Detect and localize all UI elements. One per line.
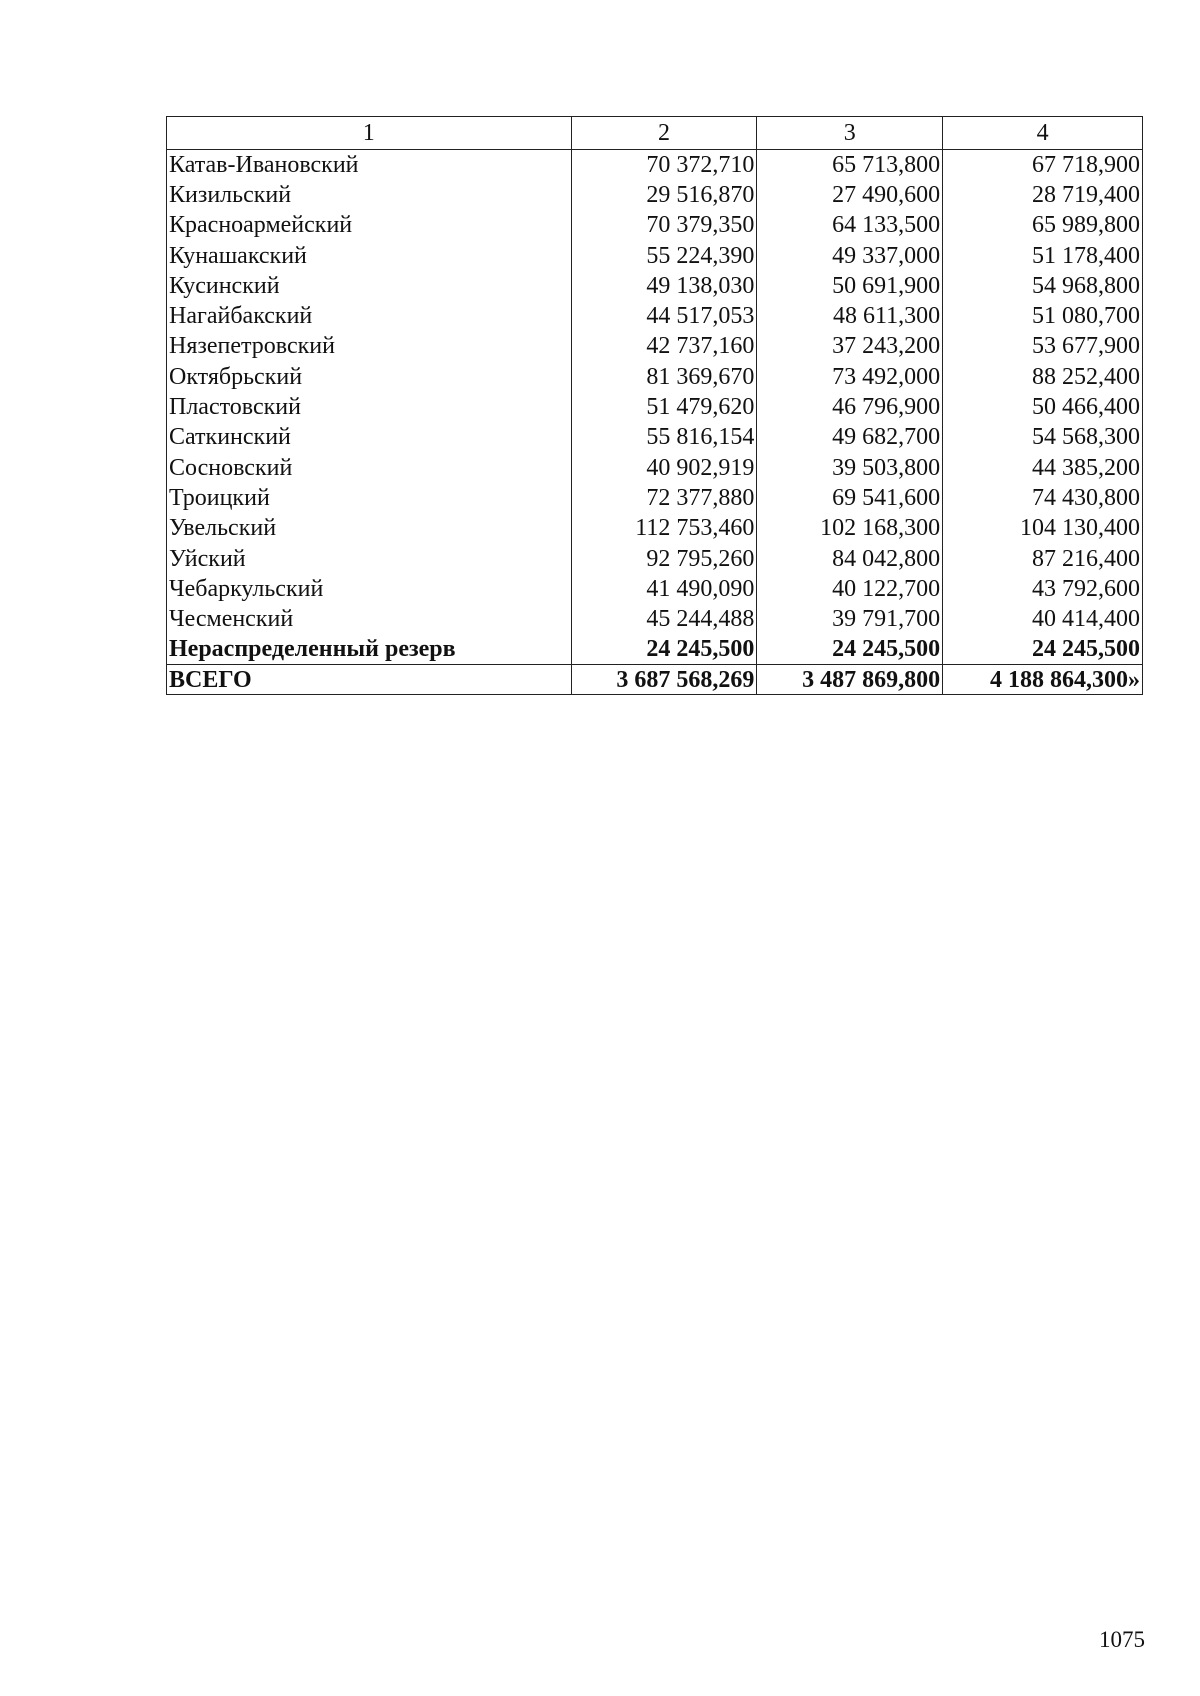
table-body <box>167 150 1143 695</box>
table-row <box>167 483 1143 513</box>
column-header-1: 1 <box>167 117 572 150</box>
value-cell-col-3: 40 122,700 <box>757 574 943 604</box>
table-row <box>167 604 1143 634</box>
district-name-cell: Уйский <box>167 543 572 573</box>
table-row <box>167 574 1143 604</box>
table-row <box>167 301 1143 331</box>
value-cell-col-2: 41 490,090 <box>571 574 757 604</box>
district-name-cell: Нераспределенный резерв <box>167 634 572 664</box>
value-cell-col-2: 55 816,154 <box>571 422 757 452</box>
value-cell-col-2: 45 244,488 <box>571 604 757 634</box>
district-name-cell: Октябрьский <box>167 362 572 392</box>
table-row <box>167 513 1143 543</box>
table-row <box>167 362 1143 392</box>
value-cell-col-2: 55 224,390 <box>571 240 757 270</box>
value-cell-col-2: 44 517,053 <box>571 301 757 331</box>
column-header-4: 4 <box>943 117 1143 150</box>
district-name-cell: Красноармейский <box>167 210 572 240</box>
district-name-cell: Нагайбакский <box>167 301 572 331</box>
column-header-3: 3 <box>757 117 943 150</box>
reserve-row <box>167 634 1143 664</box>
district-name-cell: Чебаркульский <box>167 574 572 604</box>
value-cell-col-2: 51 479,620 <box>571 392 757 422</box>
district-name-cell: Катав-Ивановский <box>167 150 572 180</box>
value-cell-col-4: 40 414,400 <box>943 604 1143 634</box>
value-cell-col-4: 88 252,400 <box>943 362 1143 392</box>
table-row <box>167 331 1143 361</box>
table-row <box>167 452 1143 482</box>
value-cell-col-4: 51 080,700 <box>943 301 1143 331</box>
value-cell-col-3: 64 133,500 <box>757 210 943 240</box>
value-cell-col-4: 74 430,800 <box>943 483 1143 513</box>
table-row <box>167 180 1143 210</box>
district-name-cell: Троицкий <box>167 483 572 513</box>
value-cell-col-2: 49 138,030 <box>571 271 757 301</box>
district-name-cell: Пластовский <box>167 392 572 422</box>
value-cell-col-3: 48 611,300 <box>757 301 943 331</box>
value-cell-col-4: 44 385,200 <box>943 452 1143 482</box>
value-cell-col-4: 51 178,400 <box>943 240 1143 270</box>
value-cell-col-4: 24 245,500 <box>943 634 1143 664</box>
value-cell-col-4: 87 216,400 <box>943 543 1143 573</box>
value-cell-col-2: 70 372,710 <box>571 150 757 180</box>
district-name-cell: Кунашакский <box>167 240 572 270</box>
value-cell-col-4: 65 989,800 <box>943 210 1143 240</box>
column-header-2: 2 <box>571 117 757 150</box>
district-name-cell: Увельский <box>167 513 572 543</box>
page-number: 1075 <box>1099 1627 1145 1652</box>
value-cell-col-2: 3 687 568,269 <box>571 665 757 695</box>
value-cell-col-4: 28 719,400 <box>943 180 1143 210</box>
district-name-cell: ВСЕГО <box>167 665 572 695</box>
table-row <box>167 392 1143 422</box>
value-cell-col-4: 50 466,400 <box>943 392 1143 422</box>
value-cell-col-3: 49 682,700 <box>757 422 943 452</box>
value-cell-col-4: 54 968,800 <box>943 271 1143 301</box>
value-cell-col-2: 29 516,870 <box>571 180 757 210</box>
value-cell-col-2: 112 753,460 <box>571 513 757 543</box>
value-cell-col-4: 4 188 864,300» <box>943 665 1143 695</box>
value-cell-col-3: 73 492,000 <box>757 362 943 392</box>
table-row <box>167 240 1143 270</box>
value-cell-col-3: 49 337,000 <box>757 240 943 270</box>
table-row <box>167 271 1143 301</box>
district-name-cell: Чесменский <box>167 604 572 634</box>
value-cell-col-4: 54 568,300 <box>943 422 1143 452</box>
district-name-cell: Кусинский <box>167 271 572 301</box>
budget-table <box>166 116 1143 695</box>
value-cell-col-2: 70 379,350 <box>571 210 757 240</box>
table-header <box>167 117 1143 150</box>
table-row <box>167 422 1143 452</box>
district-name-cell: Сосновский <box>167 452 572 482</box>
value-cell-col-3: 69 541,600 <box>757 483 943 513</box>
table-row <box>167 543 1143 573</box>
value-cell-col-3: 102 168,300 <box>757 513 943 543</box>
value-cell-col-2: 42 737,160 <box>571 331 757 361</box>
value-cell-col-3: 65 713,800 <box>757 150 943 180</box>
value-cell-col-3: 39 791,700 <box>757 604 943 634</box>
value-cell-col-4: 104 130,400 <box>943 513 1143 543</box>
value-cell-col-2: 72 377,880 <box>571 483 757 513</box>
table-row <box>167 210 1143 240</box>
value-cell-col-3: 3 487 869,800 <box>757 665 943 695</box>
value-cell-col-3: 84 042,800 <box>757 543 943 573</box>
header-row <box>167 117 1143 150</box>
value-cell-col-3: 37 243,200 <box>757 331 943 361</box>
value-cell-col-4: 53 677,900 <box>943 331 1143 361</box>
value-cell-col-2: 40 902,919 <box>571 452 757 482</box>
value-cell-col-3: 27 490,600 <box>757 180 943 210</box>
value-cell-col-2: 81 369,670 <box>571 362 757 392</box>
value-cell-col-4: 43 792,600 <box>943 574 1143 604</box>
district-name-cell: Саткинский <box>167 422 572 452</box>
value-cell-col-3: 50 691,900 <box>757 271 943 301</box>
value-cell-col-3: 24 245,500 <box>757 634 943 664</box>
value-cell-col-2: 24 245,500 <box>571 634 757 664</box>
district-name-cell: Нязепетровский <box>167 331 572 361</box>
district-name-cell: Кизильский <box>167 180 572 210</box>
value-cell-col-3: 46 796,900 <box>757 392 943 422</box>
value-cell-col-4: 67 718,900 <box>943 150 1143 180</box>
value-cell-col-2: 92 795,260 <box>571 543 757 573</box>
table-row <box>167 150 1143 180</box>
value-cell-col-3: 39 503,800 <box>757 452 943 482</box>
total-row <box>167 665 1143 695</box>
